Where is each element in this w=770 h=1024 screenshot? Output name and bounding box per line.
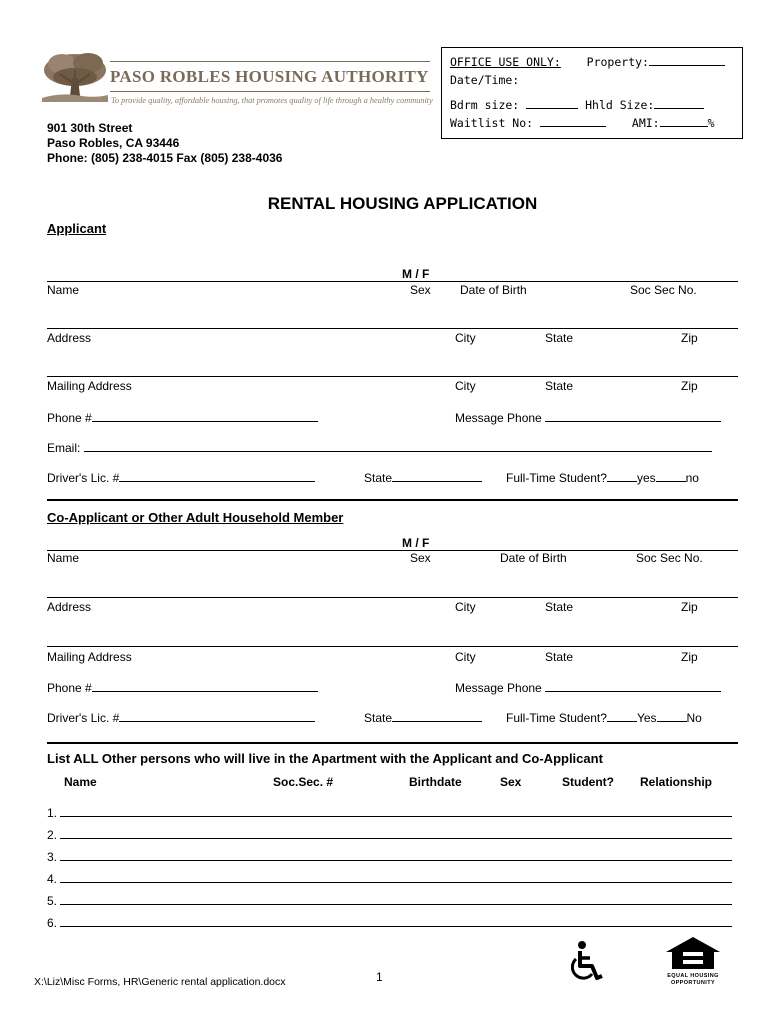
applicant-name-label: Name — [47, 283, 80, 297]
coapplicant-lic-state-label: State — [364, 711, 393, 725]
coapplicant-ssn-label: Soc Sec No. — [636, 551, 703, 565]
applicant-mailing-zip-label: Zip — [681, 379, 698, 393]
logo-rule-top — [110, 61, 430, 62]
eho-line-2: OPPORTUNITY — [670, 980, 716, 986]
others-col-relationship: Relationship — [640, 775, 713, 789]
equal-housing-house-icon — [664, 936, 722, 970]
applicant-zip-label: Zip — [681, 331, 698, 345]
wheelchair-accessible-icon — [566, 940, 606, 984]
applicant-heading: Applicant — [47, 221, 107, 236]
others-col-name: Name — [64, 775, 97, 789]
applicant-no-label: no — [685, 471, 699, 485]
list-item — [47, 871, 732, 886]
coapplicant-mailing-state-label: State — [545, 650, 574, 664]
list-item — [47, 893, 732, 908]
section-divider-1 — [47, 499, 738, 501]
others-col-birthdate: Birthdate — [409, 775, 462, 789]
phone-fax: Phone: (805) 238-4015 Fax (805) 238-4036 — [47, 151, 283, 165]
list-item — [47, 849, 732, 864]
applicant-sex-label: Sex — [410, 283, 431, 297]
coapplicant-student-yes-field[interactable] — [607, 710, 637, 722]
row-number: 6. — [47, 916, 58, 930]
applicant-city-label: City — [455, 331, 476, 345]
row-number: 5. — [47, 894, 58, 908]
ami-field[interactable] — [660, 115, 708, 127]
hhld-size-field[interactable] — [654, 97, 704, 109]
applicant-mf-label: M / F — [402, 267, 430, 281]
applicant-mailing-label: Mailing Address — [47, 379, 132, 393]
waitlist-field[interactable] — [540, 115, 606, 127]
date-time-label: Date/Time: — [450, 73, 520, 87]
form-title: RENTAL HOUSING APPLICATION — [267, 194, 538, 213]
property-field[interactable] — [649, 54, 725, 66]
coapplicant-mailing-field[interactable] — [47, 646, 738, 647]
organization-tagline: To provide quality, affordable housing, that promotes quality of life through a healthy community — [111, 96, 433, 105]
coapplicant-mailing-city-label: City — [455, 650, 476, 664]
row-number: 3. — [47, 850, 58, 864]
coapplicant-lic-state-field[interactable] — [392, 710, 482, 722]
applicant-email-field[interactable] — [84, 440, 712, 452]
coapplicant-name-field[interactable] — [47, 550, 738, 551]
applicant-message-phone-label: Message Phone — [455, 411, 542, 425]
coapplicant-phone-field[interactable] — [92, 680, 318, 692]
coapplicant-no-label: No — [686, 711, 702, 725]
applicant-mailing-city-label: City — [455, 379, 476, 393]
coapplicant-zip-label: Zip — [681, 600, 698, 614]
applicant-drivers-field[interactable] — [119, 470, 315, 482]
other-person-field[interactable] — [60, 849, 732, 861]
applicant-dob-label: Date of Birth — [460, 283, 527, 297]
applicant-phone-field[interactable] — [92, 410, 318, 422]
row-number: 1. — [47, 806, 58, 820]
coapplicant-state-label: State — [545, 600, 574, 614]
coapplicant-heading: Co-Applicant or Other Adult Household Member — [47, 510, 344, 525]
row-number: 2. — [47, 828, 58, 842]
applicant-state-label: State — [545, 331, 574, 345]
property-label: Property: — [586, 55, 649, 69]
applicant-student-yes-field[interactable] — [607, 470, 637, 482]
coapplicant-mailing-label: Mailing Address — [47, 650, 132, 664]
organization-name: PASO ROBLES HOUSING AUTHORITY — [110, 67, 429, 86]
applicant-email-label: Email: — [47, 441, 81, 455]
other-person-field[interactable] — [60, 805, 732, 817]
applicant-address-label: Address — [47, 331, 92, 345]
coapplicant-address-label: Address — [47, 600, 92, 614]
coapplicant-phone-label: Phone # — [47, 681, 92, 695]
row-number: 4. — [47, 872, 58, 886]
city-state-zip: Paso Robles, CA 93446 — [47, 136, 180, 150]
waitlist-label: Waitlist No: — [450, 116, 534, 130]
organization-address — [47, 121, 282, 166]
applicant-lic-state-field[interactable] — [392, 470, 482, 482]
bdrm-size-field[interactable] — [526, 97, 578, 109]
other-person-field[interactable] — [60, 915, 732, 927]
applicant-student-no-field[interactable] — [656, 470, 686, 482]
other-person-field[interactable] — [60, 827, 732, 839]
eho-text — [664, 973, 722, 987]
list-item — [47, 805, 732, 820]
ami-label: AMI: — [631, 116, 660, 130]
office-use-box — [441, 47, 743, 139]
other-person-field[interactable] — [60, 871, 732, 883]
other-person-field[interactable] — [60, 893, 732, 905]
applicant-name-field[interactable] — [47, 281, 738, 282]
section-divider-2 — [47, 742, 738, 744]
coapplicant-drivers-field[interactable] — [119, 710, 315, 722]
office-use-label: OFFICE USE ONLY: — [450, 55, 561, 69]
hhld-size-label: Hhld Size: — [585, 98, 655, 112]
coapplicant-address-field[interactable] — [47, 597, 738, 598]
equal-housing-logo — [664, 936, 722, 988]
logo-rule-bottom — [110, 91, 430, 92]
coapplicant-message-phone-field[interactable] — [545, 680, 721, 692]
applicant-yes-label: yes — [636, 471, 656, 485]
applicant-student-label: Full-Time Student? — [506, 471, 607, 485]
coapplicant-name-label: Name — [47, 551, 80, 565]
others-col-ssn: Soc.Sec. # — [273, 775, 334, 789]
coapplicant-yes-label: Yes — [636, 711, 657, 725]
others-col-student: Student? — [562, 775, 614, 789]
others-heading: List ALL Other persons who will live in the Apartment with the Applicant and Co-Applicant — [47, 751, 603, 766]
bdrm-size-label: Bdrm size: — [450, 98, 520, 112]
list-item — [47, 915, 732, 930]
applicant-mailing-field[interactable] — [47, 376, 738, 377]
street-address: 901 30th Street — [47, 121, 133, 135]
coapplicant-mailing-zip-label: Zip — [681, 650, 698, 664]
eho-line-1: EQUAL HOUSING — [667, 973, 719, 979]
coapplicant-city-label: City — [455, 600, 476, 614]
applicant-ssn-label: Soc Sec No. — [630, 283, 697, 297]
applicant-drivers-label: Driver's Lic. # — [47, 471, 120, 485]
applicant-phone-label: Phone # — [47, 411, 92, 425]
applicant-lic-state-label: State — [364, 471, 393, 485]
file-path: X:\Liz\Misc Forms, HR\Generic rental application.docx — [34, 976, 286, 988]
applicant-address-field[interactable] — [47, 328, 738, 329]
percent-sign: % — [707, 116, 715, 130]
coapplicant-sex-label: Sex — [410, 551, 431, 565]
others-col-sex: Sex — [500, 775, 522, 789]
tree-logo-icon — [42, 50, 108, 102]
page-number: 1 — [376, 970, 383, 984]
coapplicant-mf-label: M / F — [402, 536, 430, 550]
coapplicant-message-phone-label: Message Phone — [455, 681, 542, 695]
coapplicant-student-no-field[interactable] — [657, 710, 687, 722]
coapplicant-dob-label: Date of Birth — [500, 551, 567, 565]
list-item — [47, 827, 732, 842]
coapplicant-student-label: Full-Time Student? — [506, 711, 607, 725]
applicant-message-phone-field[interactable] — [545, 410, 721, 422]
coapplicant-drivers-label: Driver's Lic. # — [47, 711, 120, 725]
applicant-mailing-state-label: State — [545, 379, 574, 393]
